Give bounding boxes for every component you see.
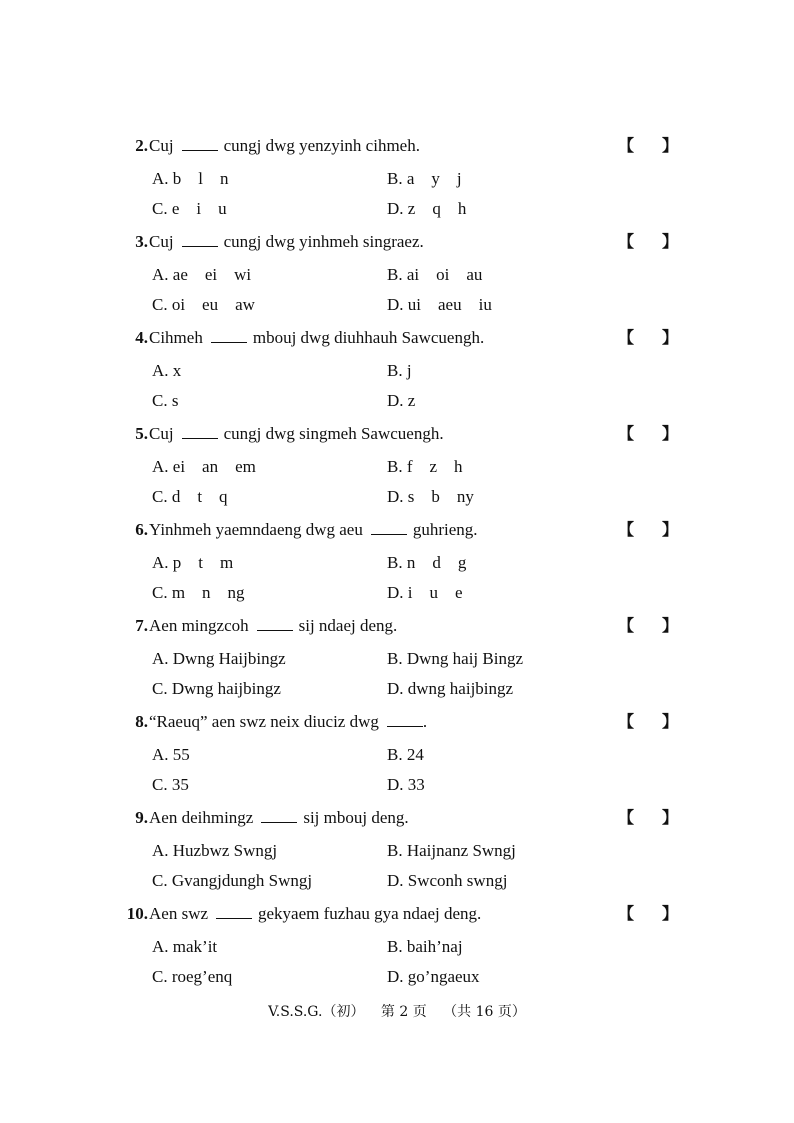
option-c[interactable]: C. d t q [152, 487, 228, 506]
question-number: 6. [135, 520, 148, 539]
question-item [0, 422, 794, 518]
question-text [149, 806, 409, 830]
question-number: 3. [135, 232, 148, 251]
fill-blank[interactable] [182, 423, 218, 439]
question-text [149, 134, 420, 158]
question-text [149, 614, 397, 638]
option-a[interactable]: A. p t m [152, 553, 234, 572]
answer-bracket[interactable] [618, 422, 678, 446]
question-text-before: Aen mingzcoh [149, 616, 249, 635]
option-d[interactable]: D. 33 [387, 775, 425, 794]
option-b[interactable]: B. 24 [387, 745, 424, 764]
bracket-open: 【 [618, 808, 635, 827]
question-item [0, 710, 794, 806]
option-b[interactable]: B. a y j [387, 169, 462, 188]
option-b[interactable]: B. ai oi au [387, 265, 483, 284]
question-stem [0, 230, 794, 254]
question-item [0, 806, 794, 902]
bracket-open: 【 [618, 520, 635, 539]
option-d[interactable]: D. i u e [387, 583, 463, 602]
question-item [0, 614, 794, 710]
option-d[interactable]: D. dwng haijbingz [387, 679, 514, 698]
option-d[interactable]: D. z [387, 391, 416, 410]
fill-blank[interactable] [182, 231, 218, 247]
bracket-open: 【 [618, 328, 635, 347]
option-b[interactable]: B. n d g [387, 553, 467, 572]
fill-blank[interactable] [387, 711, 423, 727]
option-b[interactable]: B. Haijnanz Swngj [387, 841, 516, 860]
question-stem [0, 806, 794, 830]
question-number: 2. [135, 136, 148, 155]
question-stem [0, 614, 794, 638]
fill-blank[interactable] [261, 807, 297, 823]
page-footer [0, 1002, 794, 1022]
question-text-after: mbouj dwg diuhhauh Sawcuengh. [252, 328, 485, 347]
question-stem [0, 902, 794, 926]
page-number: 第 2 页 [380, 1004, 427, 1020]
option-a[interactable]: A. Dwng Haijbingz [152, 649, 286, 668]
answer-bracket[interactable] [618, 710, 678, 734]
option-a[interactable]: A. ae ei wi [152, 265, 252, 284]
question-text [149, 422, 444, 446]
question-text-before: Cuj [149, 136, 174, 155]
bracket-open: 【 [618, 424, 635, 443]
bracket-close: 】 [661, 232, 678, 251]
option-b[interactable]: B. baih’naj [387, 937, 463, 956]
page-total: （共 16 页） [443, 1004, 526, 1020]
option-a[interactable]: A. ei an em [152, 457, 256, 476]
option-c[interactable]: C. m n ng [152, 583, 245, 602]
bracket-close: 】 [661, 520, 678, 539]
option-c[interactable]: C. e i u [152, 199, 227, 218]
question-text-before: Cuj [149, 232, 174, 251]
bracket-close: 】 [661, 616, 678, 635]
question-item [0, 230, 794, 326]
option-d[interactable]: D. z q h [387, 199, 467, 218]
answer-bracket[interactable] [618, 806, 678, 830]
question-text-before: Cuj [149, 424, 174, 443]
bracket-close: 】 [661, 328, 678, 347]
option-b[interactable]: B. f z h [387, 457, 463, 476]
fill-blank[interactable] [216, 903, 252, 919]
option-a[interactable]: A. mak’it [152, 937, 218, 956]
question-text-after: sij ndaej deng. [298, 616, 398, 635]
option-c[interactable]: C. Dwng haijbingz [152, 679, 281, 698]
question-stem [0, 326, 794, 350]
option-b[interactable]: B. j [387, 361, 412, 380]
option-d[interactable]: D. s b ny [387, 487, 474, 506]
question-text-before: “Raeuq” aen swz neix diuciz dwg [149, 712, 379, 731]
question-text-after: cungj dwg singmeh Sawcuengh. [223, 424, 444, 443]
bracket-open: 【 [618, 232, 635, 251]
bracket-close: 】 [661, 904, 678, 923]
option-c[interactable]: C. s [152, 391, 179, 410]
question-text-after: cungj dwg yinhmeh singraez. [223, 232, 424, 251]
bracket-open: 【 [618, 904, 635, 923]
question-text [149, 326, 484, 350]
question-stem [0, 518, 794, 542]
question-text-after: cungj dwg yenzyinh cihmeh. [223, 136, 420, 155]
option-c[interactable]: C. Gvangjdungh Swngj [152, 871, 313, 890]
option-a[interactable]: A. 55 [152, 745, 190, 764]
question-text [149, 518, 478, 542]
bracket-open: 【 [618, 616, 635, 635]
question-stem [0, 134, 794, 158]
answer-bracket[interactable] [618, 230, 678, 254]
option-d[interactable]: D. Swconh swngj [387, 871, 508, 890]
option-b[interactable]: B. Dwng haij Bingz [387, 649, 523, 668]
option-a[interactable]: A. b l n [152, 169, 229, 188]
question-text-after: guhrieng. [412, 520, 478, 539]
question-text-before: Aen swz [149, 904, 209, 923]
question-text [149, 230, 424, 254]
option-d[interactable]: D. go’ngaeux [387, 967, 480, 986]
option-c[interactable]: C. 35 [152, 775, 189, 794]
question-text-after: gekyaem fuzhau gya ndaej deng. [258, 904, 482, 923]
question-number: 10. [126, 904, 148, 923]
question-text [149, 902, 481, 926]
question-number: 4. [135, 328, 148, 347]
question-stem [0, 710, 794, 734]
question-item [0, 518, 794, 614]
question-text-after: . [422, 712, 428, 731]
option-c[interactable]: C. roeg’enq [152, 967, 233, 986]
option-d[interactable]: D. ui aeu iu [387, 295, 492, 314]
question-item [0, 134, 794, 230]
option-c[interactable]: C. oi eu aw [152, 295, 255, 314]
fill-blank[interactable] [182, 135, 218, 151]
bracket-close: 】 [661, 136, 678, 155]
question-item [0, 902, 794, 998]
question-number: 8. [135, 712, 148, 731]
question-text-before: Cihmeh [149, 328, 203, 347]
fill-blank[interactable] [371, 519, 407, 535]
answer-bracket[interactable] [618, 902, 678, 926]
question-text-before: Yinhmeh yaemndaeng dwg aeu [149, 520, 363, 539]
bracket-open: 【 [618, 712, 635, 731]
question-text-before: Aen deihmingz [149, 808, 254, 827]
option-a[interactable]: A. Huzbwz Swngj [152, 841, 278, 860]
question-number: 7. [135, 616, 148, 635]
answer-bracket[interactable] [618, 134, 678, 158]
question-number: 5. [135, 424, 148, 443]
answer-bracket[interactable] [618, 518, 678, 542]
option-a[interactable]: A. x [152, 361, 182, 380]
question-item [0, 326, 794, 422]
bracket-close: 】 [661, 808, 678, 827]
bracket-open: 【 [618, 136, 635, 155]
question-text [149, 710, 427, 734]
fill-blank[interactable] [211, 327, 247, 343]
bracket-close: 】 [661, 712, 678, 731]
question-number: 9. [135, 808, 148, 827]
answer-bracket[interactable] [618, 614, 678, 638]
question-stem [0, 422, 794, 446]
exam-code: V.S.S.G.（初） [268, 1004, 365, 1020]
question-text-after: sij mbouj deng. [303, 808, 409, 827]
fill-blank[interactable] [257, 615, 293, 631]
answer-bracket[interactable] [618, 326, 678, 350]
bracket-close: 】 [661, 424, 678, 443]
